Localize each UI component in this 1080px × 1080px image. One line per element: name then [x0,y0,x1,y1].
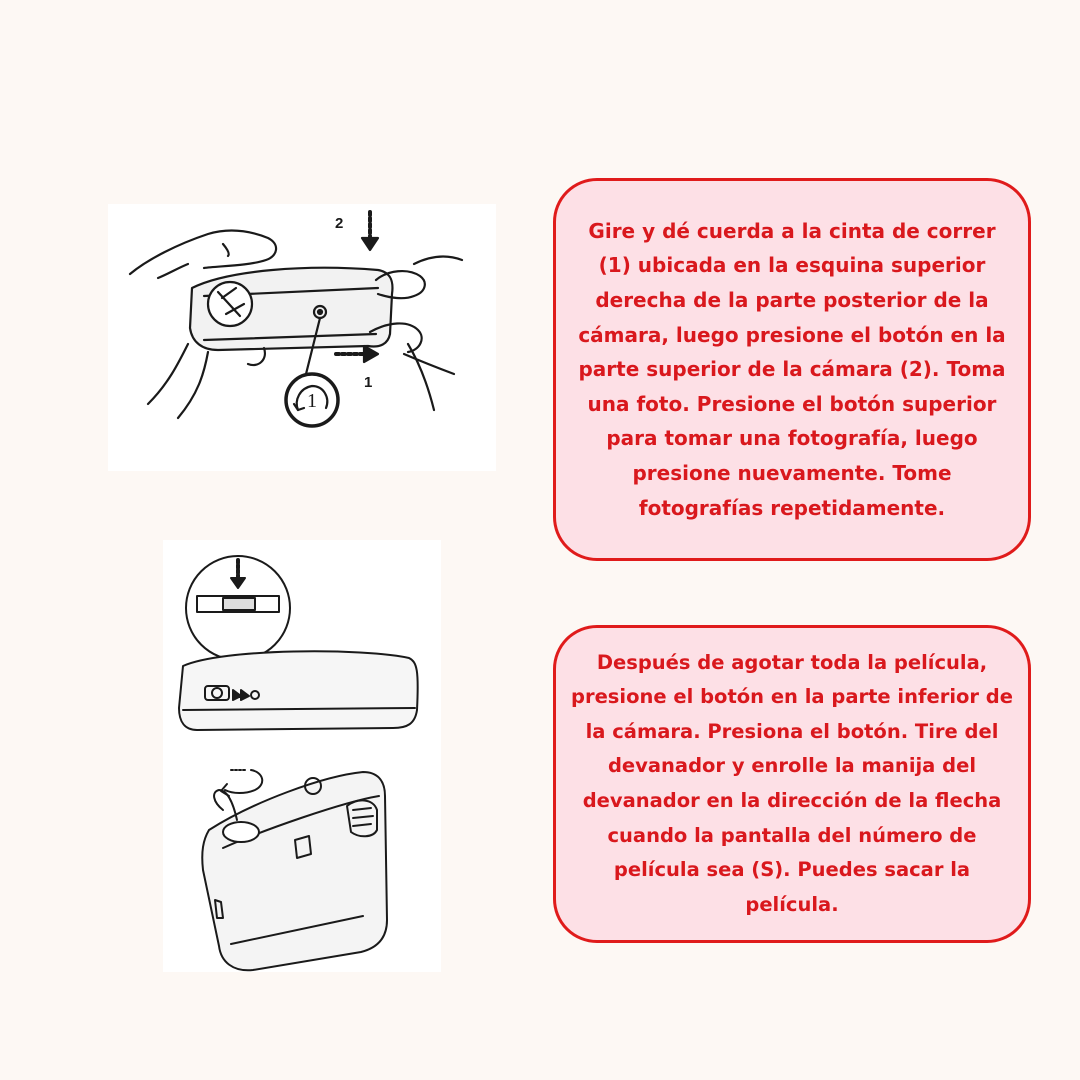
step-2-text: Después de agotar toda la película, presione el botón en la parte inferior de la cámara. Presiona el botón. Tire del devanador y enrolle la manija del devanador en la dirección de la flecha cuando la pantalla del número de película sea (S). Puedes sacar la película. [571,650,1013,916]
camera-hands-winding-illustration-icon [108,204,496,471]
press-step-label: 2 [335,215,344,232]
step-1-callout [553,178,1031,561]
step-2-callout [553,625,1031,943]
step-1-text: Gire y dé cuerda a la cinta de correr (1) ubicada en la esquina superior derecha de la parte posterior de la cámara, luego presione el botón en la parte superior de la cámara (2). Toma una foto. Presione el botón superior para tomar una fotografía, luego presione nuevamente. Tome fotografías repetidamente. [578,218,1006,520]
camera-rewind-illustration-icon [163,540,441,972]
wind-circle-label: 1 [307,390,317,412]
rewind-illustration [163,540,441,972]
wind-step-label: 1 [364,374,373,391]
winding-illustration [108,204,496,471]
